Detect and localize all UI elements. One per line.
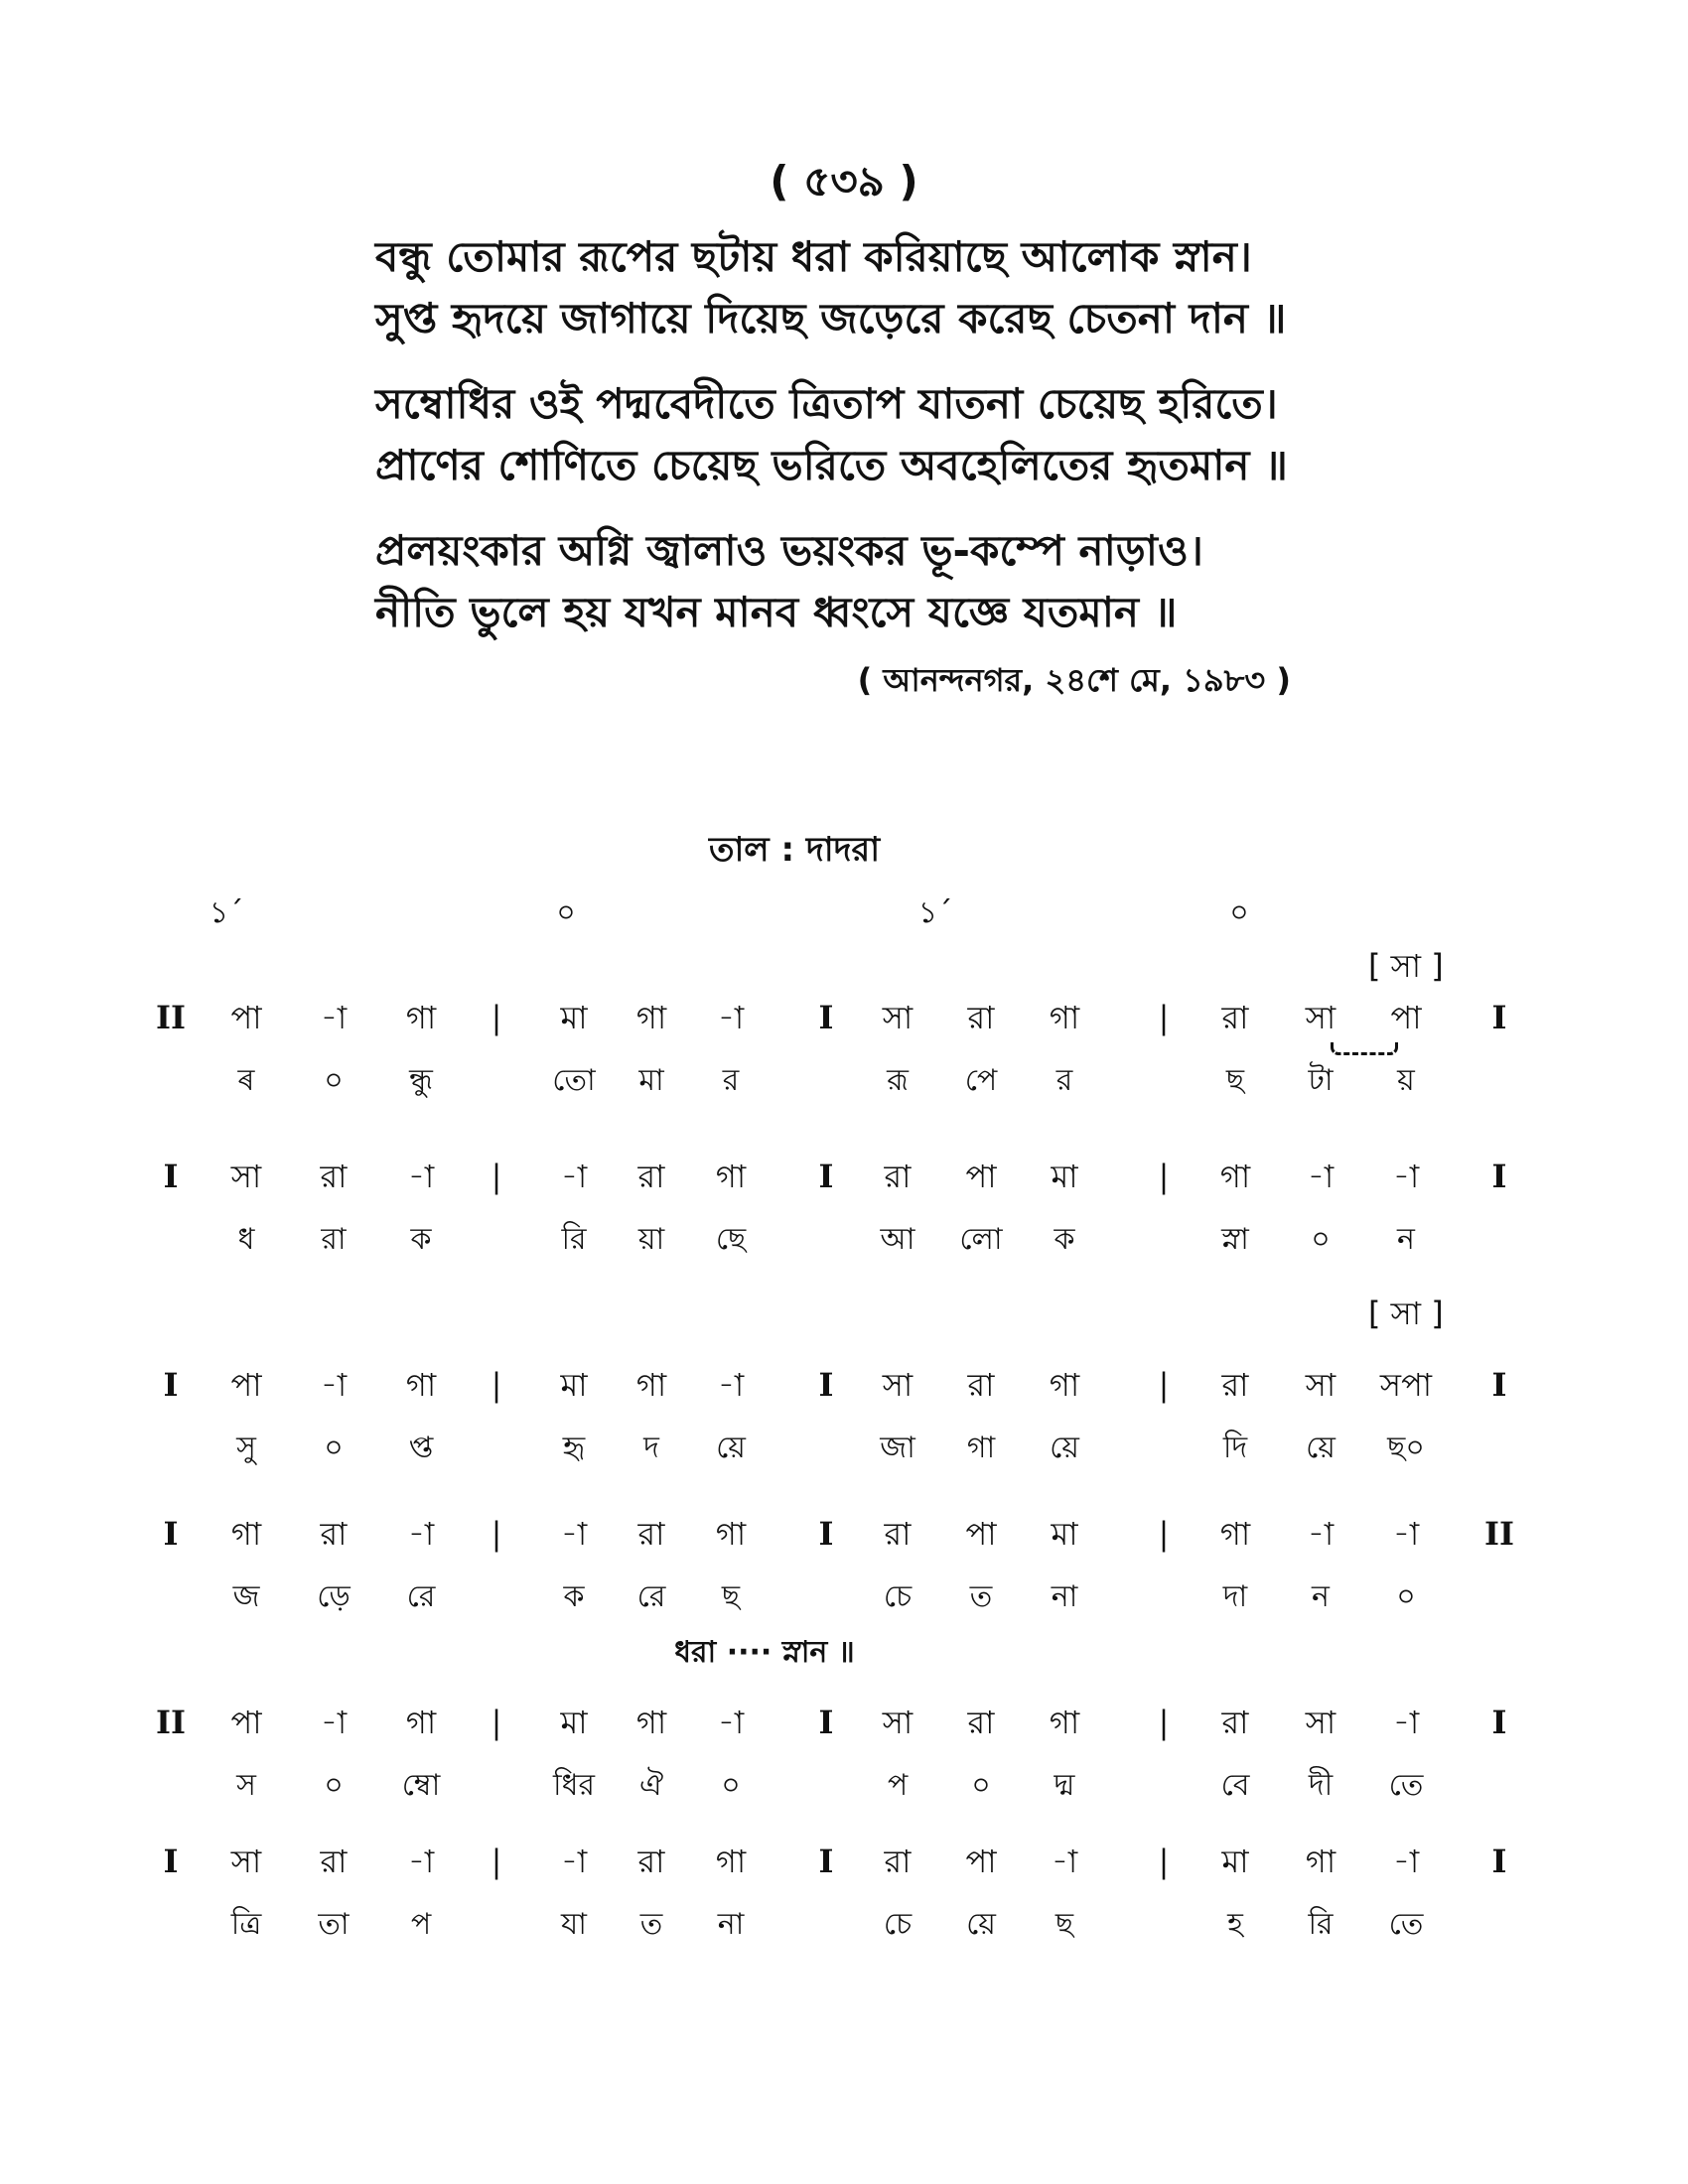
- bar-line: |: [1158, 1515, 1170, 1553]
- swara-note: গা: [405, 999, 437, 1036]
- swara-note: পা: [1390, 999, 1422, 1036]
- lyric-syllable: প্ত: [408, 1431, 434, 1465]
- swara-note: সপা: [1379, 1366, 1433, 1404]
- swara-note: গা: [230, 1515, 262, 1553]
- bar-line: I: [163, 1843, 179, 1880]
- lyric-syllable: না: [717, 1907, 745, 1942]
- lyric-syllable: চে: [883, 1579, 913, 1614]
- bar-line: I: [818, 999, 834, 1036]
- swara-note: সা: [882, 1704, 914, 1741]
- bar-line: |: [491, 1704, 502, 1741]
- lyric-syllable: ছ: [1055, 1907, 1074, 1942]
- lyric-syllable: যা: [561, 1907, 587, 1942]
- swara-note: সা: [1305, 1704, 1336, 1741]
- lyric-syllable: হৃ: [562, 1431, 586, 1465]
- swara-note: রা: [637, 1843, 665, 1880]
- swara-note: মা: [560, 1366, 588, 1404]
- swara-note: মা: [560, 1704, 588, 1741]
- lyric-syllable: পে: [964, 1063, 998, 1098]
- lyric-syllable: ০: [721, 1768, 741, 1803]
- lyric-syllable: ০: [971, 1768, 991, 1803]
- bar-line: I: [1491, 1843, 1507, 1880]
- lyric-syllable: ত: [969, 1579, 993, 1614]
- swara-note: -া: [1392, 1843, 1420, 1880]
- lyric-syllable: তে: [1388, 1907, 1424, 1942]
- bar-line: |: [491, 1158, 502, 1195]
- swara-note: মা: [560, 999, 588, 1036]
- swara-note: সা: [882, 999, 914, 1036]
- lyric-line: প্রলয়ংকার অগ্নি জ্বালাও ভয়ংকর ভূ-কম্পে নাড়াও।: [375, 526, 1203, 575]
- swara-note: -া: [717, 1366, 745, 1404]
- lyric-syllable: বে: [1220, 1768, 1250, 1803]
- swara-note: -া: [1307, 1515, 1335, 1553]
- swara-note: -া: [1051, 1843, 1078, 1880]
- lyric-syllable: প: [887, 1768, 909, 1803]
- bar-line: |: [1158, 1366, 1170, 1404]
- lyric-syllable: ন: [1397, 1222, 1415, 1257]
- beat-mark: ১´: [209, 895, 244, 930]
- lyric-syllable: রা: [321, 1222, 347, 1257]
- lyric-syllable: ছ: [1225, 1063, 1245, 1098]
- swara-note: -া: [320, 1366, 348, 1404]
- lyric-line: সম্বোধির ওই পদ্মবেদীতে ত্রিতাপ যাতনা চেয়েছ হরিতে।: [375, 379, 1278, 428]
- swara-note: রা: [884, 1158, 912, 1195]
- swara-note: রা: [967, 1704, 995, 1741]
- lyric-syllable: প: [410, 1907, 432, 1942]
- lyric-syllable-row: [0, 1761, 1688, 1811]
- swara-note: রা: [320, 1158, 348, 1195]
- stanza-3: [375, 520, 1368, 643]
- beat-mark: ০: [1229, 895, 1249, 930]
- swara-note: -া: [320, 1704, 348, 1741]
- bar-line: |: [1158, 1704, 1170, 1741]
- bar-line: II: [156, 1704, 186, 1741]
- lyric-syllable: ড়ে: [317, 1579, 351, 1614]
- swara-note: গা: [405, 1704, 437, 1741]
- lyric-syllable: সু: [236, 1431, 256, 1465]
- swara-note: রা: [884, 1515, 912, 1553]
- lyric-syllable: ন্ধু: [409, 1063, 433, 1098]
- lyric-syllable: য়ে: [1306, 1431, 1336, 1465]
- swara-note: রা: [967, 1366, 995, 1404]
- lyric-syllable: দ্ম: [1054, 1768, 1075, 1803]
- swara-note: -া: [560, 1843, 588, 1880]
- lyric-syllable: না: [1051, 1579, 1078, 1614]
- swara-note: -া: [407, 1515, 435, 1553]
- lyric-syllable: তো: [552, 1063, 596, 1098]
- lyric-syllable: চে: [883, 1907, 913, 1942]
- swara-note: সা: [230, 1158, 262, 1195]
- lyric-syllable: তে: [1388, 1768, 1424, 1803]
- lyric-syllable: জ: [232, 1579, 260, 1614]
- lyric-syllable: রি: [1308, 1907, 1334, 1942]
- swara-note: গা: [635, 1704, 667, 1741]
- lyric-syllable: ০: [1311, 1222, 1331, 1257]
- bar-line: II: [156, 999, 186, 1036]
- bar-line: |: [491, 1843, 502, 1880]
- bar-line: I: [1491, 1704, 1507, 1741]
- bar-line: I: [818, 1515, 834, 1553]
- lyric-syllable: রে: [636, 1579, 666, 1614]
- swara-note: রা: [637, 1515, 665, 1553]
- lyric-line: নীতি ভুলে হয় যখন মানব ধ্বংসে যজ্ঞে যতমান ॥: [375, 588, 1178, 636]
- swara-note: গা: [635, 999, 667, 1036]
- bar-line: |: [1158, 1158, 1170, 1195]
- bar-line: |: [1158, 1843, 1170, 1880]
- lyric-syllable-row: [0, 1056, 1688, 1106]
- lyric-syllable: য়ে: [966, 1907, 996, 1942]
- swara-note: -া: [717, 999, 745, 1036]
- swara-note: গা: [1049, 999, 1080, 1036]
- swara-note: গা: [715, 1158, 747, 1195]
- lyric-syllable: ঐ: [638, 1768, 664, 1803]
- lyric-syllable-row: [0, 1900, 1688, 1950]
- stanza-2: [375, 373, 1368, 496]
- swara-note: -া: [1392, 1515, 1420, 1553]
- swara-note: -া: [717, 1704, 745, 1741]
- swara-note: গা: [1219, 1158, 1251, 1195]
- refrain-cue: ধরা ···· স্নান ॥: [674, 1635, 855, 1670]
- bar-line: I: [818, 1843, 834, 1880]
- lyric-syllable: স: [236, 1768, 256, 1803]
- swara-row: [0, 1698, 1688, 1747]
- lyric-syllable: দী: [1308, 1768, 1334, 1803]
- swara-note: সা: [230, 1843, 262, 1880]
- lyric-syllable: ছে: [715, 1222, 747, 1257]
- lyric-syllable-row: [0, 1215, 1688, 1265]
- composition-source: ( আনন্দনগর, ২৪শে মে, ১৯৮৩ ): [857, 661, 1291, 699]
- bar-line: |: [491, 999, 502, 1036]
- lyric-syllable: ৰ: [237, 1063, 255, 1098]
- swara-note: -া: [320, 999, 348, 1036]
- swara-row: [0, 1360, 1688, 1410]
- lyric-syllable: ক: [410, 1222, 432, 1257]
- swara-note: রা: [320, 1843, 348, 1880]
- lyric-syllable: হ: [1227, 1907, 1243, 1942]
- swara-note: গা: [715, 1515, 747, 1553]
- lyric-syllable: ধির: [553, 1768, 595, 1803]
- swara-note: রা: [884, 1843, 912, 1880]
- lyric-syllable: ত: [639, 1907, 663, 1942]
- swara-note: পা: [230, 1704, 262, 1741]
- lyric-syllable-row: [0, 1424, 1688, 1473]
- swara-note: সা: [1305, 999, 1336, 1036]
- swara-note: রা: [637, 1158, 665, 1195]
- lyric-syllable: র: [722, 1063, 740, 1098]
- lyric-syllable: ন: [1312, 1579, 1330, 1614]
- bracket-note: [ সা ]: [1368, 947, 1444, 985]
- swara-note: গা: [635, 1366, 667, 1404]
- lyric-syllable: ক: [1054, 1222, 1075, 1257]
- swara-note: পা: [230, 1366, 262, 1404]
- swara-note: গা: [405, 1366, 437, 1404]
- swara-note: মা: [1051, 1515, 1078, 1553]
- lyric-line: প্রাণের শোণিতে চেয়েছ ভরিতে অবহেলিতের হৃতমান ॥: [375, 441, 1288, 489]
- bar-line: I: [163, 1515, 179, 1553]
- bar-line: I: [163, 1158, 179, 1195]
- lyric-syllable: ছ: [721, 1579, 741, 1614]
- swara-note: পা: [965, 1515, 997, 1553]
- lyric-line: বন্ধু তোমার রূপের ছটায় ধরা করিয়াছে আলোক স্নান।: [375, 232, 1252, 281]
- song-lyrics: [375, 226, 1368, 667]
- lyric-syllable: রূ: [887, 1063, 909, 1098]
- swara-row: [0, 993, 1688, 1042]
- swara-row: [0, 1509, 1688, 1559]
- bar-line: I: [1491, 1366, 1507, 1404]
- bar-line: I: [163, 1366, 179, 1404]
- meend-mark: [1331, 1042, 1398, 1055]
- lyric-syllable: আ: [880, 1222, 915, 1257]
- lyric-syllable: ছ০: [1387, 1431, 1425, 1465]
- swara-note: সা: [1305, 1366, 1336, 1404]
- lyric-syllable-row: [0, 1572, 1688, 1622]
- swara-note: -া: [1392, 1704, 1420, 1741]
- swara-note: মা: [1051, 1158, 1078, 1195]
- page-number: ( ৫৩৯ ): [770, 157, 918, 205]
- swara-note: রা: [1221, 1366, 1249, 1404]
- lyric-syllable: য়ে: [1050, 1431, 1079, 1465]
- swara-note: রা: [320, 1515, 348, 1553]
- bar-line: |: [491, 1366, 502, 1404]
- lyric-syllable: লো: [959, 1222, 1003, 1257]
- lyric-syllable: ০: [324, 1768, 344, 1803]
- swara-row: [0, 1152, 1688, 1201]
- beat-mark: ১´: [917, 895, 953, 930]
- swara-note: সা: [882, 1366, 914, 1404]
- bar-line: I: [818, 1366, 834, 1404]
- bar-line: I: [1491, 1158, 1507, 1195]
- bar-line: |: [491, 1515, 502, 1553]
- lyric-syllable: ক: [563, 1579, 585, 1614]
- lyric-syllable: টা: [1308, 1063, 1334, 1098]
- swara-note: -া: [560, 1515, 588, 1553]
- lyric-syllable: য়ে: [716, 1431, 746, 1465]
- swara-note: গা: [1305, 1843, 1336, 1880]
- bracket-note: [ সা ]: [1368, 1295, 1444, 1332]
- lyric-syllable: ০: [324, 1431, 344, 1465]
- swara-note: -া: [407, 1843, 435, 1880]
- lyric-syllable: রে: [406, 1579, 436, 1614]
- lyric-syllable: র: [1055, 1063, 1073, 1098]
- bar-line: I: [818, 1704, 834, 1741]
- lyric-syllable: য়া: [637, 1222, 665, 1257]
- swara-note: রা: [1221, 999, 1249, 1036]
- swara-note: -া: [1307, 1158, 1335, 1195]
- swara-note: পা: [965, 1843, 997, 1880]
- swara-note: গা: [1049, 1704, 1080, 1741]
- swara-note: গা: [1049, 1366, 1080, 1404]
- lyric-syllable: য়: [1397, 1063, 1415, 1098]
- swara-note: গা: [715, 1843, 747, 1880]
- bar-line: |: [1158, 999, 1170, 1036]
- lyric-syllable: স্না: [1221, 1222, 1249, 1257]
- swara-note: রা: [967, 999, 995, 1036]
- beat-mark: ০: [556, 895, 576, 930]
- swara-row: [0, 1837, 1688, 1886]
- lyric-syllable: ০: [324, 1063, 344, 1098]
- lyric-syllable: ০: [1396, 1579, 1416, 1614]
- swara-note: রা: [1221, 1704, 1249, 1741]
- lyric-syllable: ম্বো: [401, 1768, 441, 1803]
- lyric-syllable: মা: [638, 1063, 664, 1098]
- swara-note: -া: [1392, 1158, 1420, 1195]
- swara-note: পা: [230, 999, 262, 1036]
- swara-note: পা: [965, 1158, 997, 1195]
- lyric-syllable: দি: [1222, 1431, 1248, 1465]
- lyric-syllable: তা: [318, 1907, 350, 1942]
- lyric-syllable: জা: [880, 1431, 915, 1465]
- bar-line: I: [1491, 999, 1507, 1036]
- lyric-syllable: ধ: [237, 1222, 255, 1257]
- swara-note: -া: [560, 1158, 588, 1195]
- stanza-1: [375, 226, 1368, 349]
- lyric-syllable: ত্রি: [230, 1907, 262, 1942]
- swara-note: -া: [407, 1158, 435, 1195]
- swara-note: মা: [1221, 1843, 1249, 1880]
- bar-line: I: [818, 1158, 834, 1195]
- lyric-line: সুপ্ত হৃদয়ে জাগায়ে দিয়েছ জড়েরে করেছ চেতনা দান ॥: [375, 294, 1287, 342]
- bar-line: II: [1484, 1515, 1514, 1553]
- lyric-syllable: দা: [1222, 1579, 1248, 1614]
- tala-title: তাল : দাদরা: [708, 830, 881, 870]
- lyric-syllable: দ: [643, 1431, 659, 1465]
- swara-note: গা: [1219, 1515, 1251, 1553]
- lyric-syllable: গা: [966, 1431, 996, 1465]
- lyric-syllable: রি: [561, 1222, 587, 1257]
